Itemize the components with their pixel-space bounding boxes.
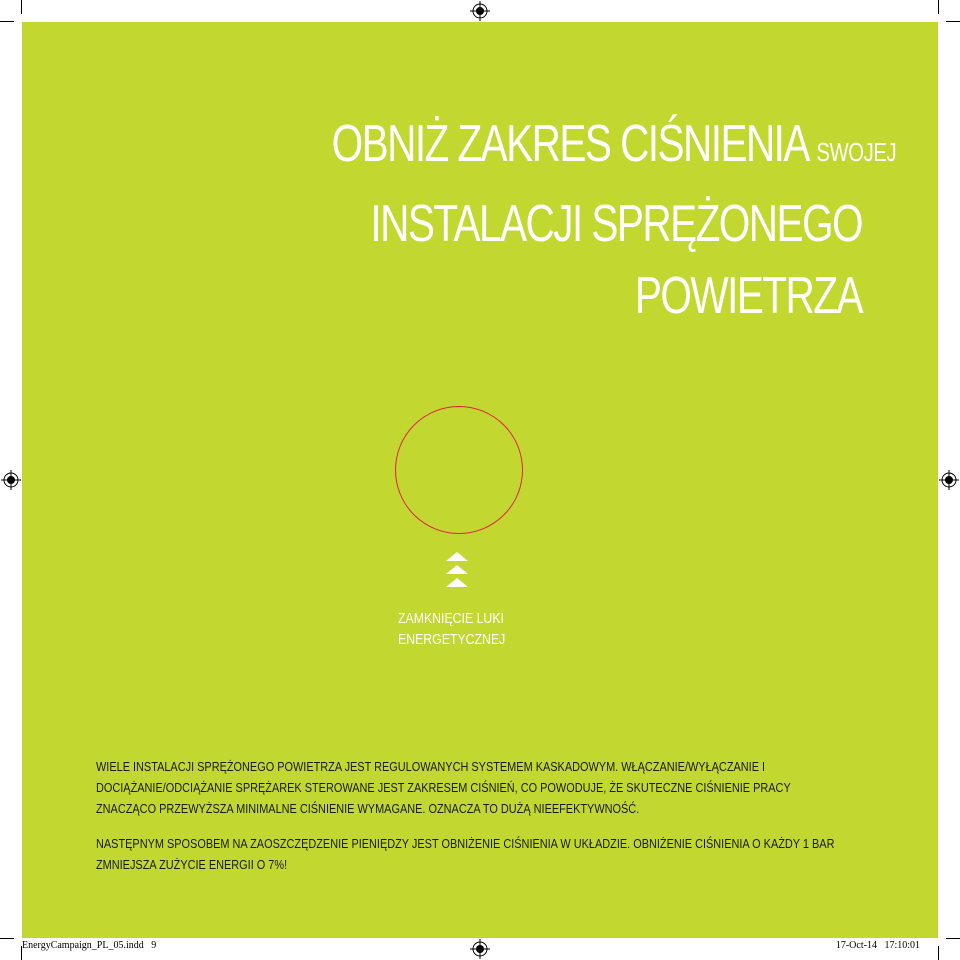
title-line-1-small: SWOJEJ <box>816 137 897 167</box>
registration-mark-icon <box>470 939 490 959</box>
body-text <box>96 756 835 889</box>
paragraph-1: WIELE INSTALACJI SPRĘŻONEGO POWIETRZA JEST REGULOWANYCH SYSTEMEM KASKADOWYM. WŁĄCZANIE/WYŁĄCZANIE I DOCIĄŻANIE/ODCIĄŻANIE SPRĘŻAREK STEROWANE JEST ZAKRESEM CIŚNIEŃ, CO POWODUJE, ŻE SKUTECZNE CIŚNIENIE PRACY ZNACZĄCO PRZEWYŻSZA MINIMALNE CIŚNIENIE WYMAGANE. OZNACZA TO DUŻĄ NIEEFEKTYWNOŚĆ. <box>96 759 791 816</box>
crop-mark <box>0 938 14 939</box>
slug-filename: EnergyCampaign_PL_05.indd 9 <box>22 940 157 951</box>
caption-line-1: ZAMKNIĘCIE LUKI <box>398 610 504 627</box>
triple-up-arrow-icon <box>446 552 470 591</box>
title-line-3: POWIETRZA <box>634 267 862 325</box>
paragraph-2: NASTĘPNYM SPOSOBEM NA ZAOSZCZĘDZENIE PIENIĘDZY JEST OBNIŻENIE CIŚNIENIA W UKŁADZIE. OBNIŻENIE CIŚNIENIA O KAŻDY 1 BAR ZMNIEJSZA ZUŻYCIE ENERGII O 7%! <box>96 836 835 872</box>
title-line-2: INSTALACJI SPRĘŻONEGO <box>370 195 862 253</box>
registration-mark-icon <box>939 470 959 490</box>
arrow-up-icon <box>446 578 468 587</box>
arrow-up-icon <box>446 552 468 561</box>
caption-line-2: ENERGETYCZNEJ <box>398 631 506 648</box>
crop-mark <box>938 946 939 960</box>
crop-mark <box>938 0 939 14</box>
arrow-up-icon <box>446 565 468 574</box>
crop-mark <box>946 21 960 22</box>
title-line-1 <box>331 108 897 188</box>
title-line-1-main: OBNIŻ ZAKRES CIŚNIENIA <box>331 115 817 173</box>
crop-mark <box>946 938 960 939</box>
slug-timestamp: 17-Oct-14 17:10:01 <box>835 940 920 951</box>
red-circle <box>395 406 523 534</box>
registration-mark-icon <box>1 470 21 490</box>
caption <box>398 608 505 650</box>
crop-mark <box>21 0 22 14</box>
crop-mark <box>0 21 14 22</box>
page-title <box>182 108 897 332</box>
registration-mark-icon <box>470 1 490 21</box>
